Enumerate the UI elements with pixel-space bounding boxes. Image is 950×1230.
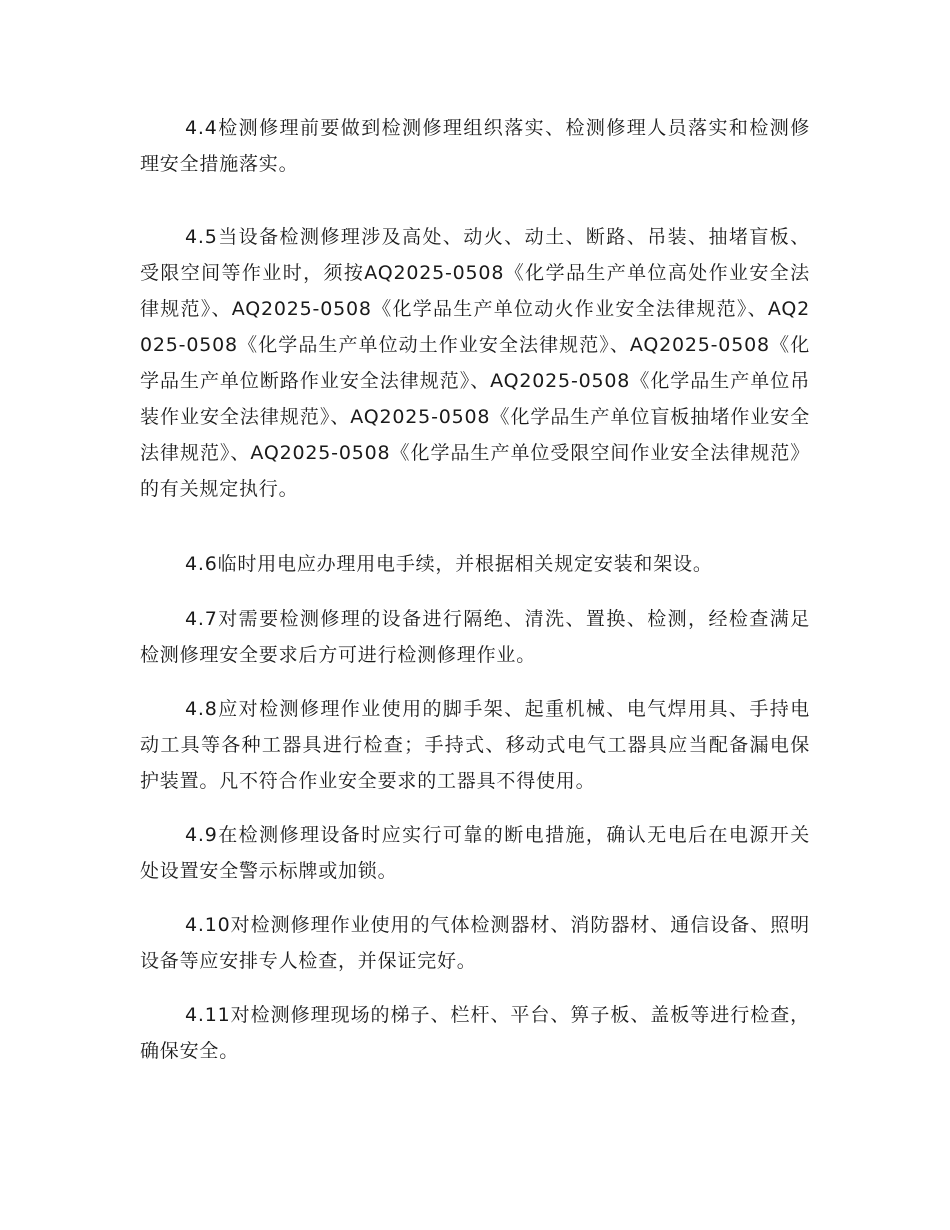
paragraph-4-4: 4.4检测修理前要做到检测修理组织落实、检测修理人员落实和检测修理安全措施落实。 bbox=[140, 117, 810, 175]
paragraph-4-10: 4.10对检测修理作业使用的气体检测器材、消防器材、通信设备、照明设备等应安排专人检查，并保证完好。 bbox=[140, 914, 810, 972]
paragraph-4-8: 4.8应对检测修理作业使用的脚手架、起重机械、电气焊用具、手持电动工具等各种工器具进行检查；手持式、移动式电气工器具应当配备漏电保护装置。凡不符合作业安全要求的工器具不得使用。 bbox=[140, 698, 810, 792]
paragraph-4-11: 4.11对检测修理现场的梯子、栏杆、平台、箅子板、盖板等进行检查，确保安全。 bbox=[140, 1004, 810, 1062]
paragraph-4-7: 4.7对需要检测修理的设备进行隔绝、清洗、置换、检测，经检查满足检测修理安全要求后方可进行检测修理作业。 bbox=[140, 608, 810, 666]
paragraph-4-5: 4.5当设备检测修理涉及高处、动火、动土、断路、吊装、抽堵盲板、受限空间等作业时，须按AQ2025-0508《化学品生产单位高处作业安全法律规范》、AQ2025-0508《化学品生产单位动火作业安全法律规范》、AQ2025-0508《化学品生产单位动土作业安全法律规范》、AQ2025-0508《化学品生产单位断路作业安全法律规范》、AQ2025-0508《化学品生产单位吊装作业安全法律规范》、AQ2025-0508《化学品生产单位盲板抽堵作业安全法律规范》、AQ2025-0508《化学品生产单位受限空间作业安全法律规范》的有关规定执行。 bbox=[140, 226, 810, 500]
paragraph-4-6: 4.6临时用电应办理用电手续，并根据相关规定安装和架设。 bbox=[185, 553, 713, 575]
paragraph-4-9: 4.9在检测修理设备时应实行可靠的断电措施，确认无电后在电源开关处设置安全警示标牌或加锁。 bbox=[140, 824, 810, 882]
